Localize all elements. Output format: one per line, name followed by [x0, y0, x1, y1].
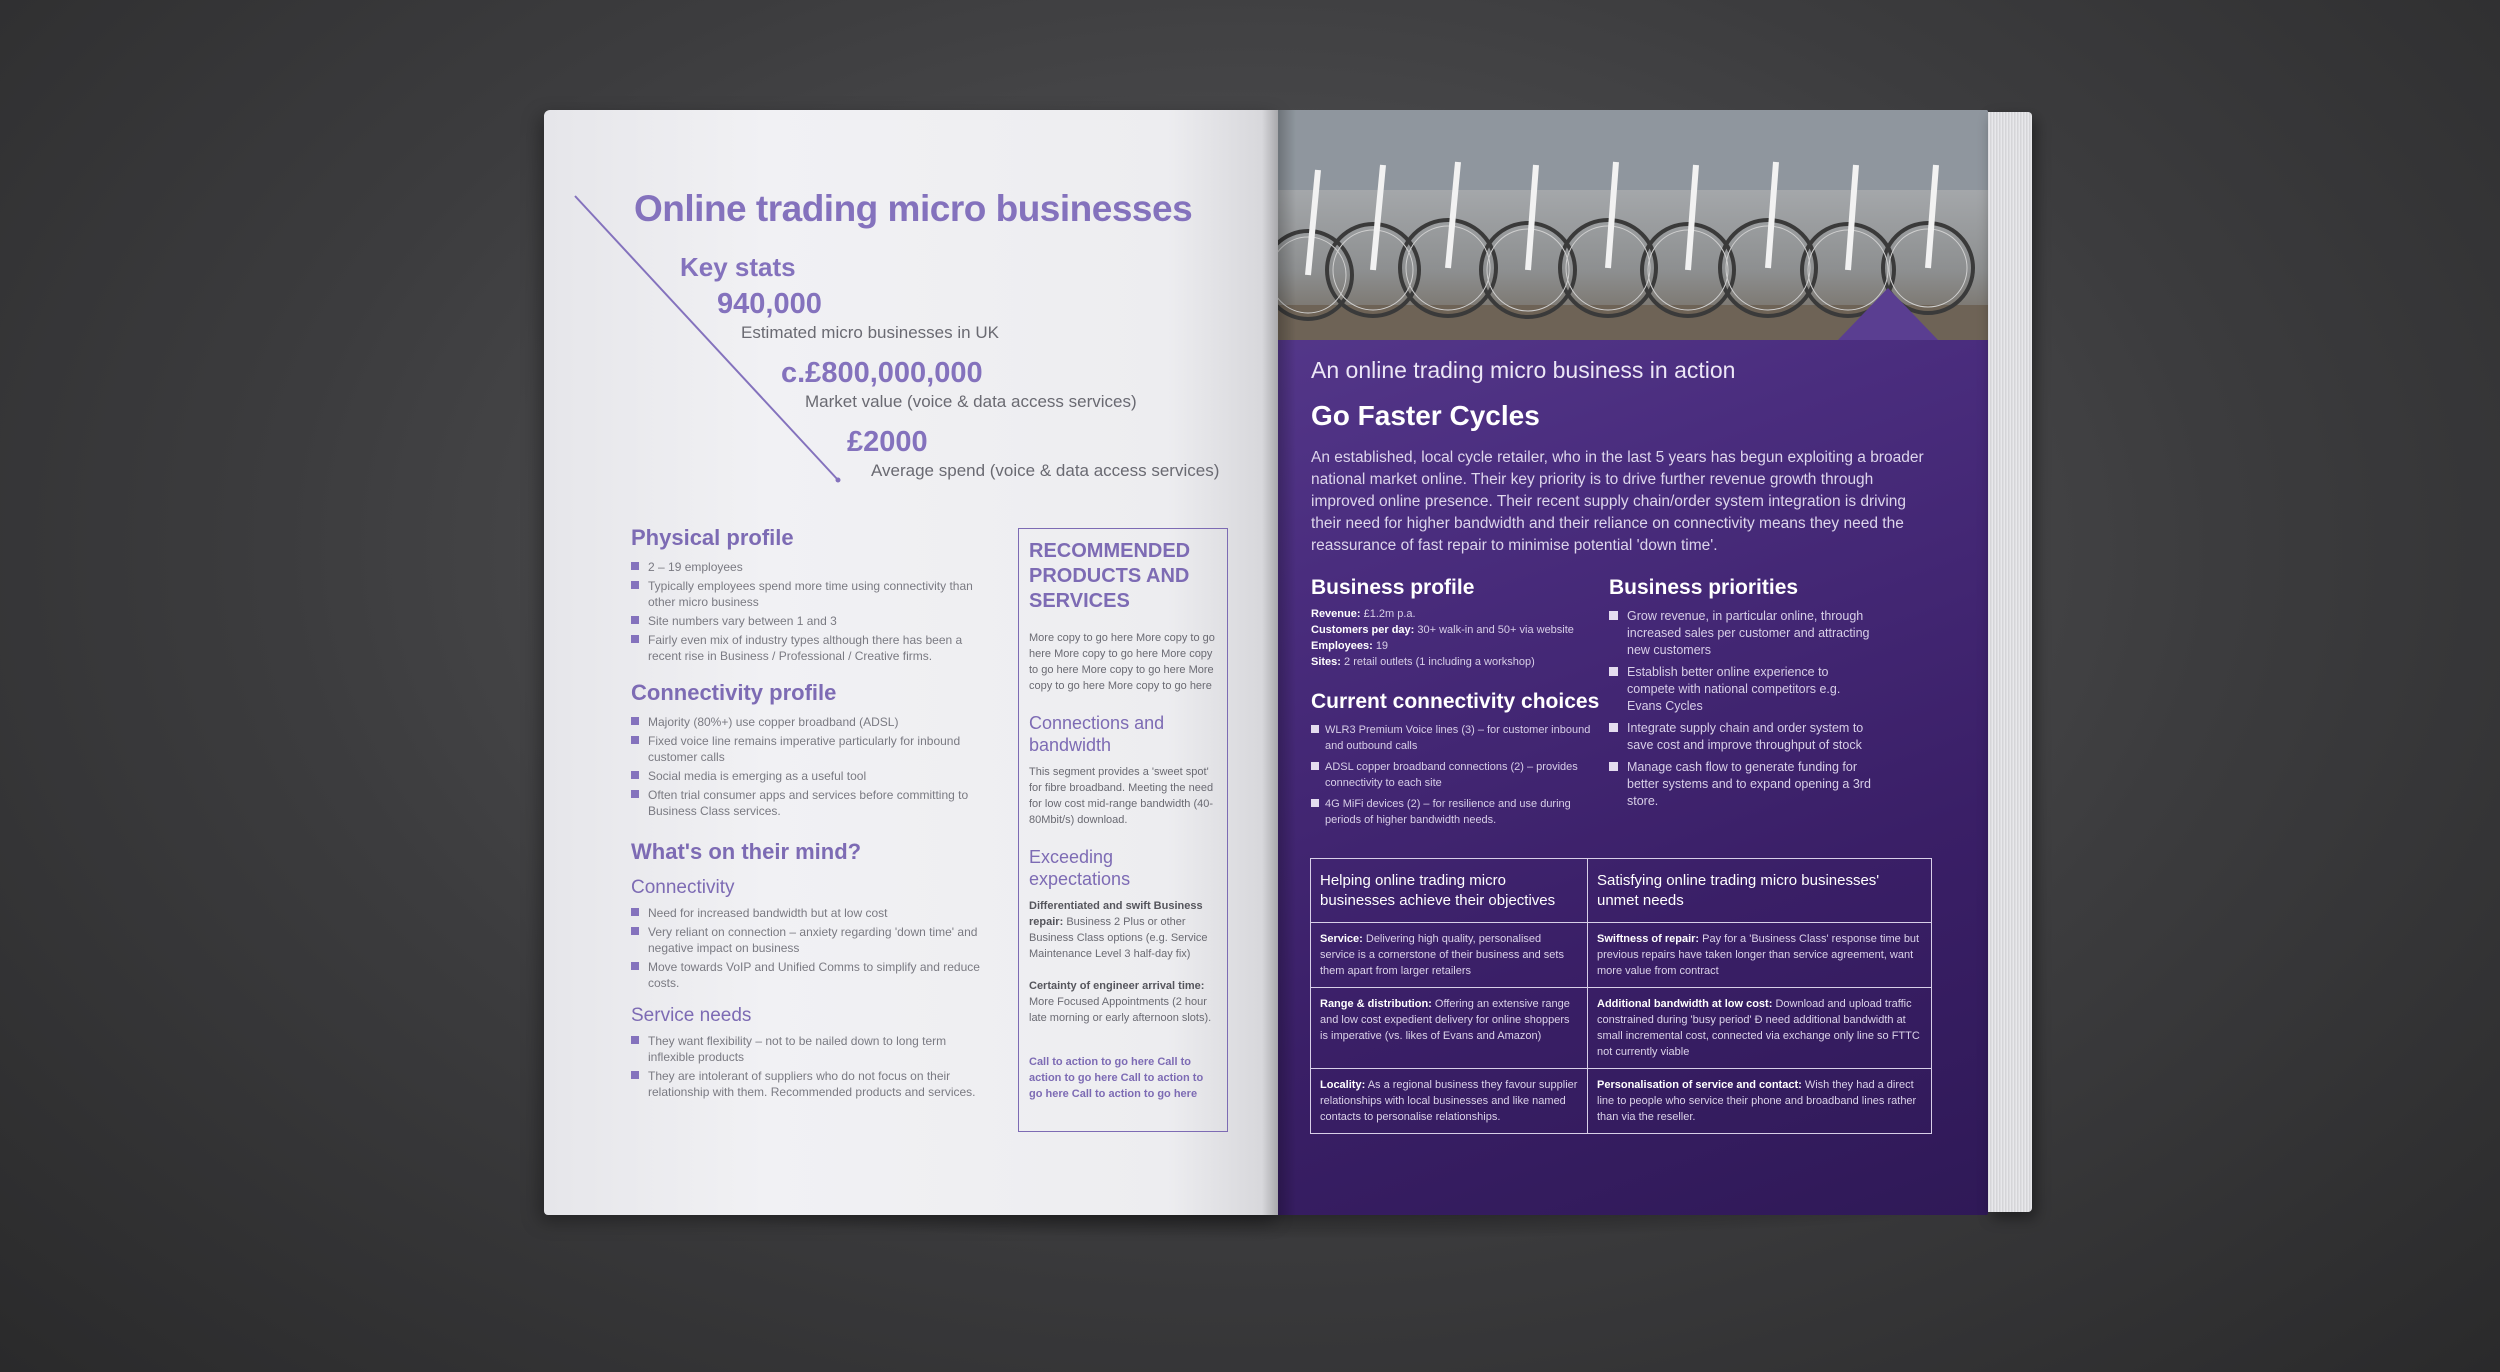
list-item: Manage cash flow to generate funding for better systems and to expand opening a 3rd store.	[1609, 759, 1874, 810]
connectivity-choices-heading: Current connectivity choices	[1311, 690, 1600, 713]
profile-row: Employees: 19	[1311, 640, 1389, 652]
engineer-label: Certainty of engineer arrival time:	[1029, 980, 1205, 992]
table-cell: Range & distribution: Offering an extensive range and low cost expedient delivery for online shoppers is imperative (vs. likes of Evans and Amazon)	[1311, 988, 1588, 1069]
engineer-text-block	[1029, 978, 1217, 1026]
business-priorities-list	[1609, 608, 1874, 810]
stat-value: c.£800,000,000	[781, 357, 983, 389]
left-column	[631, 525, 991, 1103]
business-priorities-heading: Business priorities	[1609, 576, 1799, 599]
list-item: Very reliant on connection – anxiety regarding 'down time' and negative impact on business	[631, 924, 991, 956]
connectivity-needs-list	[631, 905, 991, 991]
stat-label: Market value (voice & data access services)	[805, 392, 1137, 411]
engineer-text: More Focused Appointments (2 hour late morning or early afternoon slots).	[1029, 996, 1212, 1024]
list-item: Often trial consumer apps and services before committing to Business Class services.	[631, 787, 991, 819]
connectivity-choices-list	[1311, 722, 1601, 828]
connectivity-profile-list	[631, 714, 991, 819]
profile-row: Revenue: £1.2m p.a.	[1311, 608, 1416, 620]
table-cell: Personalisation of service and contact: Wish they had a direct line to people who service their phone and broadband lines rather than via the reseller.	[1588, 1069, 1932, 1134]
table-row	[1311, 923, 1932, 988]
table-row	[1311, 1069, 1932, 1134]
repair-text: Business 2 Plus or other Business Class options (e.g. Service Maintenance Level 3 half-day fix)	[1029, 916, 1208, 960]
list-item: Establish better online experience to compete with national competitors e.g. Evans Cycles	[1609, 664, 1874, 715]
list-item: 4G MiFi devices (2) – for resilience and use during periods of higher bandwidth needs.	[1311, 796, 1601, 828]
mind-heading: What's on their mind?	[631, 839, 862, 864]
exceeding-text	[1029, 898, 1217, 962]
physical-profile-heading: Physical profile	[631, 525, 794, 550]
table-header-row	[1311, 859, 1932, 923]
case-study-paragraph: An established, local cycle retailer, who in the last 5 years has begun exploiting a broader national market online. Their key priority is to drive further revenue growth through improved online presence. Their recent supply chain/order system integration is driving their need for higher bandwidth and their reliance on connectivity means they need the reassurance of fast repair to minimise potential 'down time'.	[1311, 449, 1924, 554]
recommended-box	[1018, 528, 1228, 1132]
list-item: Majority (80%+) use copper broadband (ADSL)	[631, 714, 991, 730]
list-item: Grow revenue, in particular online, through increased sales per customer and attracting new customers	[1609, 608, 1874, 659]
list-item: Social media is emerging as a useful tool	[631, 768, 991, 784]
list-item: They are intolerant of suppliers who do not focus on their relationship with them. Recommended products and services.	[631, 1068, 991, 1100]
business-profile-heading: Business profile	[1311, 576, 1475, 599]
case-study-title: Go Faster Cycles	[1311, 400, 1540, 431]
business-priorities-section	[1609, 576, 1874, 815]
connections-heading: Connections and bandwidth	[1029, 713, 1165, 755]
table-cell: Service: Delivering high quality, personalised service is a cornerstone of their business and sets them apart from larger retailers	[1311, 923, 1588, 988]
physical-profile-list	[631, 559, 991, 664]
profile-row: Customers per day: 30+ walk-in and 50+ via website	[1311, 624, 1574, 636]
stat-value: £2000	[847, 426, 928, 458]
list-item: Fixed voice line remains imperative particularly for inbound customer calls	[631, 733, 991, 765]
page-edges	[1988, 112, 2032, 1212]
repair-label: Differentiated and swift Business repair:	[1029, 900, 1203, 928]
service-needs-list	[631, 1033, 991, 1100]
table-header-cell: Helping online trading micro businesses achieve their objectives	[1311, 859, 1588, 923]
list-item: 2 – 19 employees	[631, 559, 991, 575]
profile-row: Sites: 2 retail outlets (1 including a workshop)	[1311, 656, 1535, 668]
business-profile-section	[1311, 576, 1601, 833]
stat-value: 940,000	[717, 288, 822, 320]
list-item: Integrate supply chain and order system to save cost and improve throughput of stock	[1609, 720, 1874, 754]
connections-text: This segment provides a 'sweet spot' for fibre broadband. Meeting the need for low cost mid-range bandwidth (40-80Mbit/s) download.	[1029, 766, 1214, 826]
table-cell: Swiftness of repair: Pay for a 'Business Class' response time but previous repairs have taken longer than service agreement, want more value from contract	[1588, 923, 1932, 988]
list-item: WLR3 Premium Voice lines (3) – for customer inbound and outbound calls	[1311, 722, 1601, 754]
connectivity-profile-heading: Connectivity profile	[631, 680, 837, 705]
table-cell: Additional bandwidth at low cost: Download and upload traffic constrained during 'busy period' Ð need additional bandwidth at small incremental cost, connected via exchange only line so FTTC not currently viable	[1588, 988, 1932, 1069]
recommended-title: RECOMMENDED PRODUCTS AND SERVICES	[1029, 540, 1191, 612]
connectivity-subheading: Connectivity	[631, 877, 735, 898]
list-item: Move towards VoIP and Unified Comms to simplify and reduce costs.	[631, 959, 991, 991]
call-to-action[interactable]: Call to action to go here Call to action to go here Call to action to go here Call to action to go here	[1029, 1056, 1204, 1100]
list-item: Fairly even mix of industry types although there has been a recent rise in Business / Professional / Creative firms.	[631, 632, 991, 664]
list-item: They want flexibility – not to be nailed down to long term inflexible products	[631, 1033, 991, 1065]
table-header-cell: Satisfying online trading micro businesses' unmet needs	[1588, 859, 1932, 923]
case-study-intro: An online trading micro business in action	[1311, 357, 1736, 383]
stat-label: Estimated micro businesses in UK	[741, 323, 999, 342]
page-title: Online trading micro businesses	[634, 188, 1193, 229]
recommended-intro: More copy to go here More copy to go here More copy to go here More copy to go here More copy to go here More copy to go here More copy to go here	[1029, 632, 1215, 692]
bicycles-photo	[1278, 110, 1988, 340]
stat-label: Average spend (voice & data access services)	[871, 461, 1220, 480]
service-needs-subheading: Service needs	[631, 1005, 752, 1026]
list-item: Site numbers vary between 1 and 3	[631, 613, 991, 629]
table-cell: Locality: As a regional business they favour supplier relationships with local businesses and like named contacts to personalise relationships.	[1311, 1069, 1588, 1134]
list-item: ADSL copper broadband connections (2) – provides connectivity to each site	[1311, 759, 1601, 791]
exceeding-heading: Exceeding expectations	[1029, 847, 1131, 889]
bicycles-illustration	[1278, 110, 1988, 340]
list-item: Typically employees spend more time using connectivity than other micro business	[631, 578, 991, 610]
table-row	[1311, 988, 1932, 1069]
objectives-table	[1310, 858, 1932, 1134]
key-stats-heading: Key stats	[680, 252, 796, 282]
list-item: Need for increased bandwidth but at low cost	[631, 905, 991, 921]
